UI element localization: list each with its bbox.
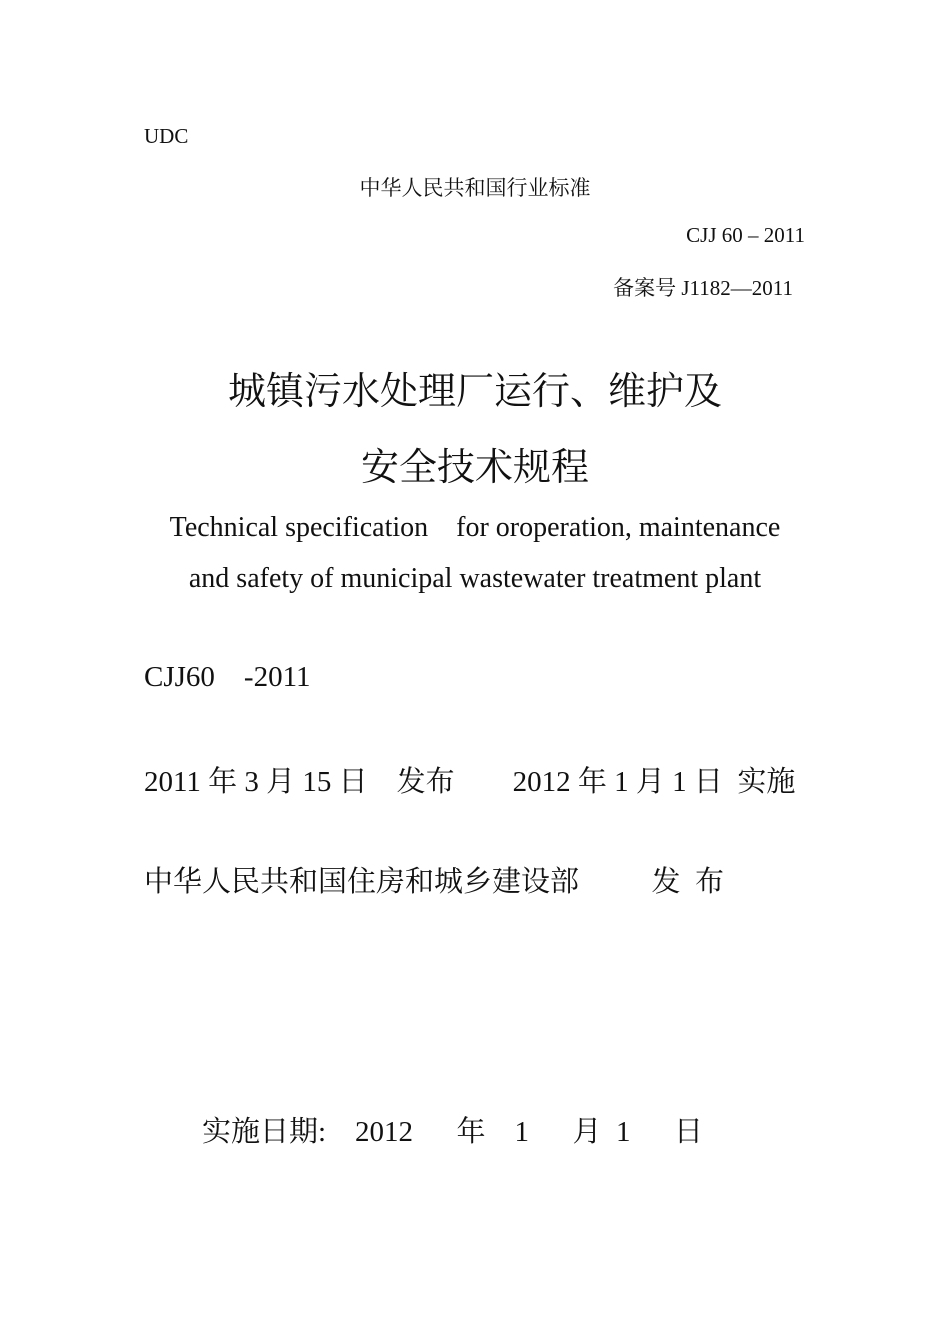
standard-code: CJJ60 -2011 (144, 661, 311, 693)
title-chinese-line-1: 城镇污水处理厂运行、维护及 (227, 371, 722, 413)
publish-implement-dates: 2011 年 3 月 15 日 发布 2012 年 1 月 1 日 实施 (144, 766, 796, 798)
udc-label: UDC (144, 124, 189, 148)
title-english-line-1: Technical specification for oroperation, maintenance (169, 512, 781, 543)
title-english-line-2: and safety of municipal wastewater treatment plant (188, 563, 762, 594)
title-chinese-line-2: 安全技术规程 (360, 447, 589, 489)
publisher-line: 中华人民共和国住房和城乡建设部 发 布 (144, 866, 725, 898)
standard-number: CJJ 60 – 2011 (686, 223, 805, 247)
filing-number: 备案号 J1182—2011 (613, 276, 793, 300)
standard-category: 中华人民共和国行业标准 (359, 176, 591, 200)
implementation-date: 实施日期: 2012 年 1 月 1 日 (202, 1116, 704, 1148)
